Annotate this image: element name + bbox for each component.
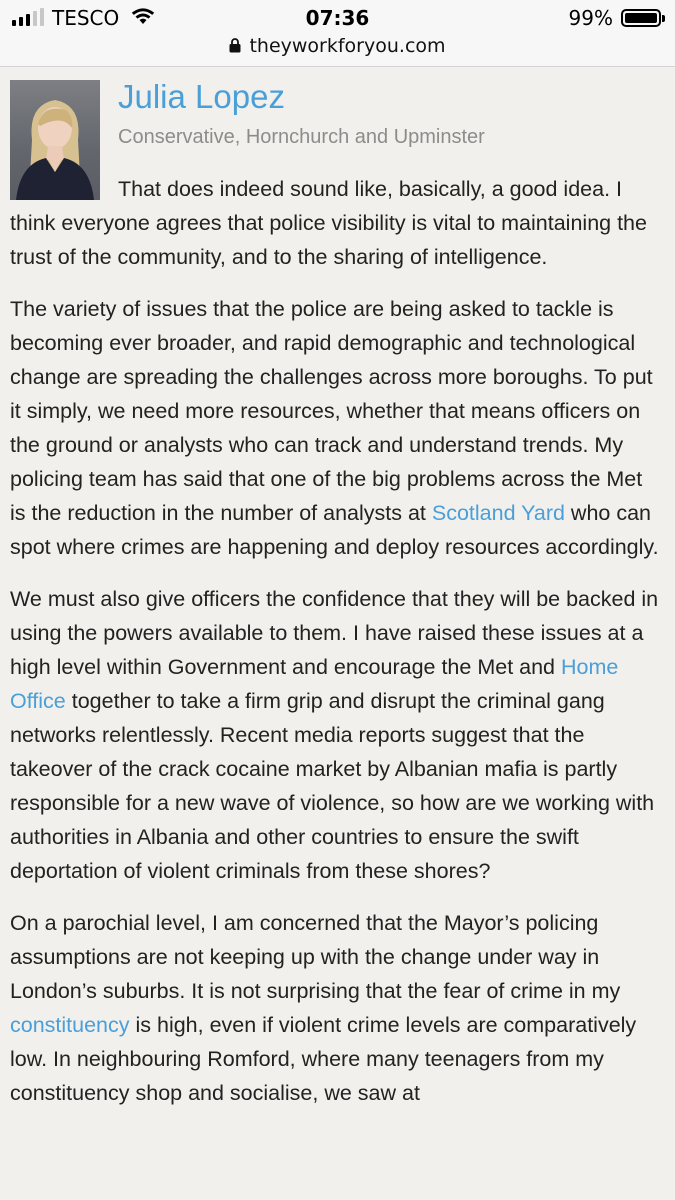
speech-text: who can spot where crimes are happening and deploy resources accordingly. [10,501,659,559]
constituency-link[interactable]: constituency [10,1013,130,1037]
scotland-yard-link[interactable]: Scotland Yard [431,501,565,525]
speaker-party-constituency: Conservative, Hornchurch and Upminster [118,126,485,148]
speech-paragraph-4 [10,906,660,1110]
battery-icon [621,9,661,27]
battery-area [569,6,661,30]
speech-paragraph-2 [10,292,660,564]
lock-icon [229,36,241,58]
speech-paragraph-1: That does indeed sound like, basically, a good idea. I think everyone agrees that police visibility is vital to maintaining the trust of the community, and to the sharing of intelligence. [10,177,647,269]
carrier-name: TESCO [52,6,120,30]
speech-text: is high, even if violent crime levels are comparatively low. In neighbouring Romford, where many teenagers from my constituency shop and socialise, we saw at [10,1013,637,1105]
url-text: theyworkforyou.com [249,35,446,57]
speech-text: The variety of issues that the police are being asked to tackle is becoming ever broader, and rapid demographic and technological change are spreading the challenges across more boroughs. To put it simply, we need more resources, whether that means officers on the ground or analysts who can track and understand trends. My policing team has said that one of the big problems across the Met is the reduction in the number of analysts at [10,297,653,525]
status-bar [0,0,675,67]
speech-text: together to take a firm grip and disrupt the criminal gang networks relentlessly. Recent media reports suggest that the takeover of the crack cocaine market by Albanian mafia is partly responsible for a new wave of violence, so how are we working with authorities in Albania and other countries to ensure the swift deportation of violent criminals from these shores? [10,689,655,883]
speaker-name-link[interactable]: Julia Lopez [118,78,285,115]
battery-level-fill [625,13,657,23]
speech-text: On a parochial level, I am concerned that the Mayor’s policing assumptions are not keeping up with the change under way in London’s suburbs. It is not surprising that the fear of crime in my [10,911,621,1003]
speech-paragraph-3 [10,582,660,888]
speech-text: We must also give officers the confidence that they will be backed in using the powers available to them. I have raised these issues at a high level within Government and encourage the Met and [10,587,659,679]
address-bar[interactable] [0,35,675,58]
home-office-link[interactable]: Home Office [10,655,619,713]
clock: 07:36 [305,6,370,30]
battery-percentage: 99% [568,6,613,30]
speech-body [10,172,660,1128]
